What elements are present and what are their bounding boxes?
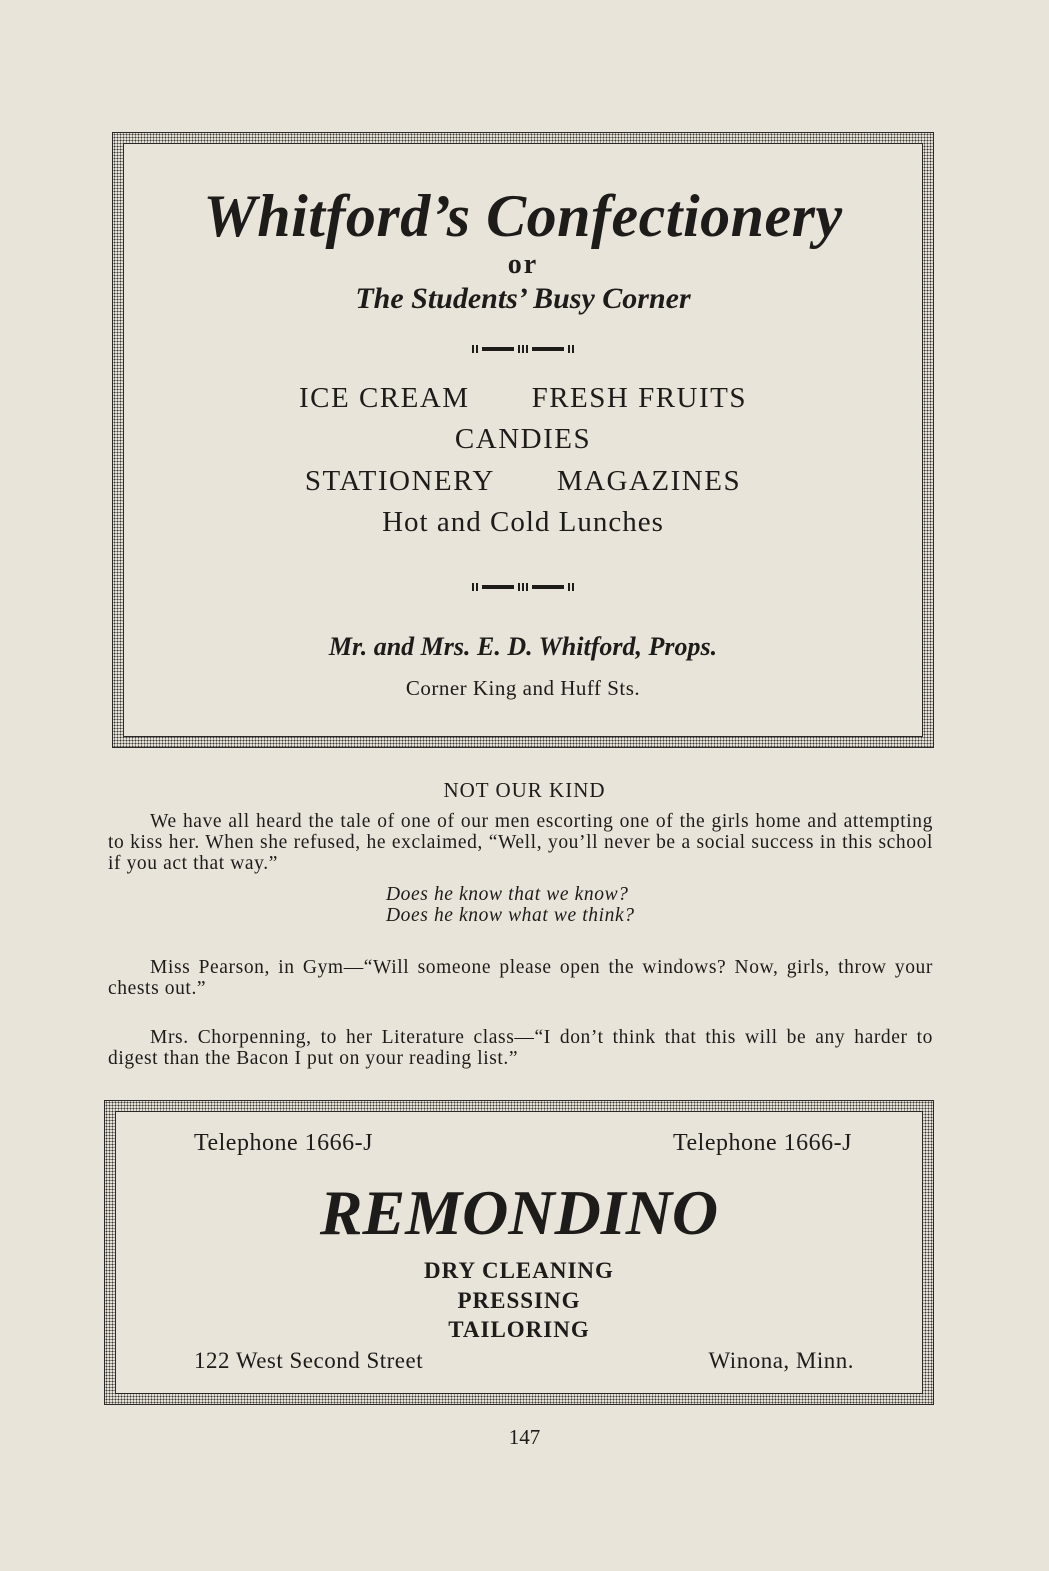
item-lunches: Hot and Cold Lunches (382, 506, 664, 538)
item-fresh-fruits: FRESH FRUITS (531, 382, 747, 414)
remondino-phone-left: Telephone 1666-J (194, 1130, 373, 1156)
whitford-items-row-1 (124, 382, 922, 415)
joke-paragraph-1-text: We have all heard the tale of one of our men escorting one of the girls home and attempting to kiss her. When she refused, he exclaimed, “Well, you’ll never be a social success in this school if you act that way.” (108, 811, 933, 874)
joke-verse-line-2: Does he know what we think? (386, 905, 635, 926)
whitford-title: Whitford’s Confectionery (203, 183, 843, 249)
remondino-city: Winona, Minn. (708, 1348, 854, 1373)
whitford-address: Corner King and Huff Sts. (405, 676, 641, 700)
joke-paragraph-3-text: Mrs. Chorpenning, to her Literature class—“I don’t think that this will be any harder to digest than the Bacon I put on your reading list.” (108, 1027, 933, 1069)
whitford-or: or (507, 249, 539, 280)
item-ice-cream: ICE CREAM (298, 382, 470, 414)
joke-paragraph-2 (108, 957, 933, 999)
remondino-advertisement (104, 1100, 934, 1405)
item-magazines: MAGAZINES (556, 465, 742, 497)
whitford-proprietors: Mr. and Mrs. E. D. Whitford, Props. (328, 632, 718, 661)
whitford-ad-inner-frame (123, 143, 923, 737)
remondino-address: 122 West Second Street (194, 1348, 424, 1373)
whitford-items-row-3 (124, 465, 922, 498)
remondino-service-dry-cleaning: DRY CLEANING (424, 1258, 614, 1283)
whitford-subtitle: The Students’ Busy Corner (355, 282, 691, 315)
ornament-divider-icon (124, 344, 922, 354)
joke-paragraph-1 (108, 811, 933, 874)
remondino-phone-right: Telephone 1666-J (673, 1130, 852, 1156)
joke-verse-line-1: Does he know that we know? (386, 884, 629, 905)
remondino-ad-inner-frame (115, 1111, 923, 1394)
joke-paragraph-3 (108, 1027, 933, 1069)
item-stationery: STATIONERY (304, 465, 495, 497)
remondino-service-pressing: PRESSING (457, 1288, 581, 1313)
remondino-title: REMONDINO (319, 1177, 719, 1248)
jokes-heading: NOT OUR KIND (443, 778, 606, 802)
whitford-advertisement (112, 132, 934, 748)
remondino-service-tailoring: TAILORING (448, 1317, 590, 1342)
ornament-divider-icon (124, 582, 922, 592)
joke-paragraph-2-text: Miss Pearson, in Gym—“Will someone please open the windows? Now, girls, throw your chests out.” (108, 957, 933, 999)
page-number: 147 (508, 1425, 541, 1449)
item-candies: CANDIES (454, 423, 592, 455)
